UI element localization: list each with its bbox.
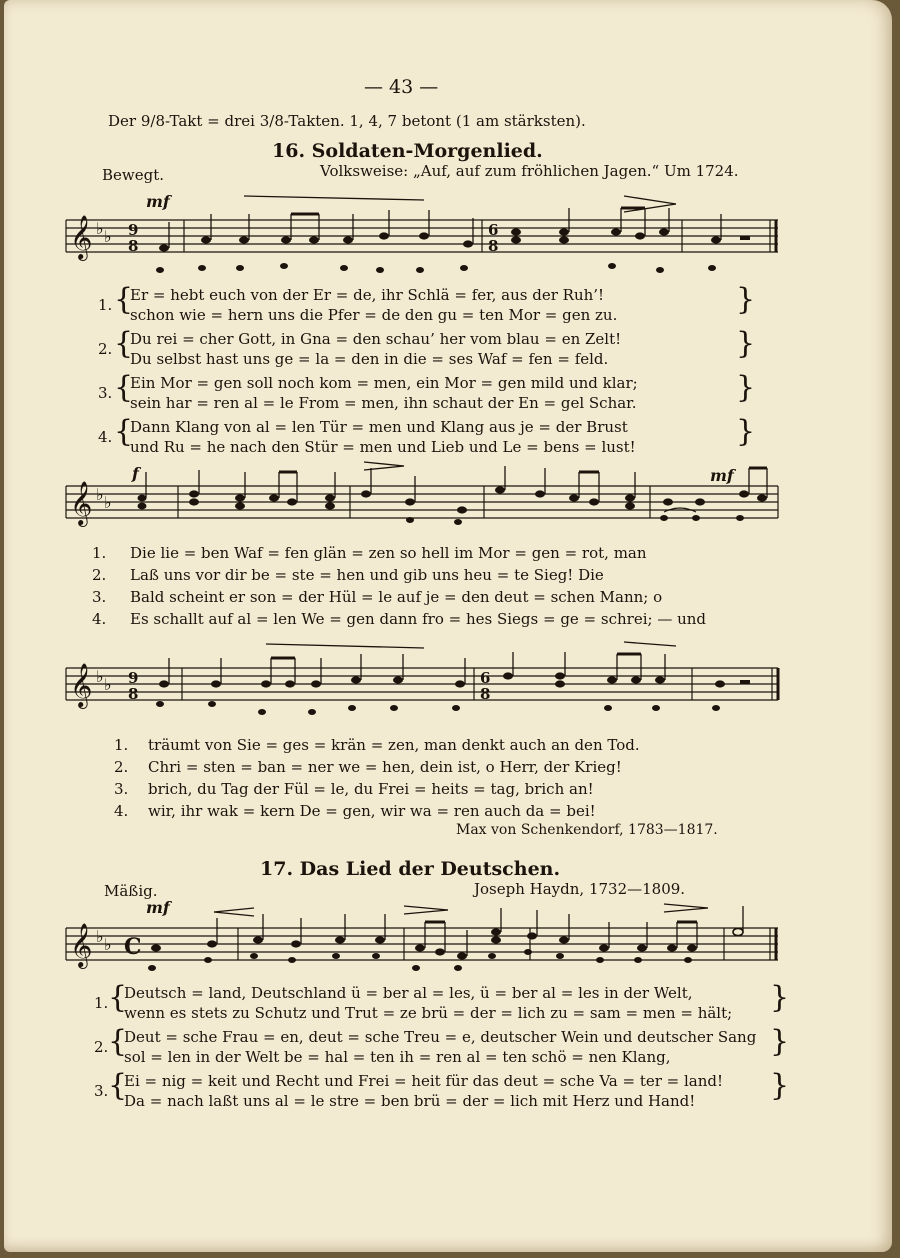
lyric-line: schon wie = hern uns die Pfer = de den gu = ten Mor = gen zu. (130, 306, 618, 324)
song-16-source: Volksweise: „Auf, auf zum fröhlichen Jagen.“ Um 1724. (320, 162, 739, 180)
time-signature: 6 (480, 669, 491, 687)
svg-text:♭: ♭ (104, 675, 112, 694)
lyric-line: Es schallt auf al = len We = gen dann fro = hes Siegs = ge = schrei; — und (130, 610, 707, 628)
lyric-line: Bald scheint er son = der Hül = le auf je = den deut = schen Mann; o (130, 588, 663, 606)
time-signature: 9 (128, 221, 139, 239)
verse-number: 1. (92, 544, 107, 562)
verse-number: 3. (92, 588, 107, 606)
lyric-line: Dann Klang von al = len Tür = men und Klang aus je = der Brust (130, 418, 628, 436)
lyricist-credit: Max von Schenkendorf, 1783—1817. (456, 822, 718, 838)
dynamic-mark: mf (146, 192, 170, 211)
music-staff-4 (64, 918, 784, 990)
verse-number: 2. (98, 340, 113, 358)
lyric-line: Da = nach laßt uns al = le stre = ben brü = der = lich mit Herz und Hand! (124, 1092, 696, 1110)
lyric-line: sein har = ren al = le From = men, ihn schaut der En = gel Schar. (130, 394, 637, 412)
treble-clef-icon: 𝄞 (70, 923, 93, 967)
svg-text:8: 8 (128, 237, 139, 255)
lyric-line: wir, ihr wak = kern De = gen, wir wa = ren auch da = bei! (148, 802, 596, 820)
verse-number: 3. (94, 1082, 109, 1100)
lyric-line: brich, du Tag der Fül = le, du Frei = heits = tag, brich an! (148, 780, 594, 798)
svg-text:8: 8 (488, 237, 499, 255)
verse-number: 1. (114, 736, 129, 754)
verse-number: 4. (98, 428, 113, 446)
flat-icon: ♭ (96, 927, 104, 946)
lyric-line: Du selbst hast uns ge = la = den in die = ses Waf = fen = feld. (130, 350, 609, 368)
lyric-line: Er = hebt euch von der Er = de, ihr Schlä = fer, aus der Ruh’! (130, 286, 605, 304)
dynamic-mark: mf (146, 898, 170, 917)
lyric-line: Laß uns vor dir be = ste = hen und gib uns heu = te Sieg! Die (130, 566, 604, 584)
verse-number: 4. (92, 610, 107, 628)
lyric-line: Deut = sche Frau = en, deut = sche Treu = e, deutscher Wein und deutscher Sang (124, 1028, 757, 1046)
treble-clef-icon: 𝄞 (70, 663, 93, 707)
common-time-icon: C (124, 934, 142, 960)
flat-icon: ♭ (96, 219, 104, 238)
verse-number: 2. (94, 1038, 109, 1056)
song-16-tempo: Bewegt. (102, 166, 165, 184)
svg-text:8: 8 (480, 685, 491, 703)
meter-note: Der 9/8-Takt = drei 3/8-Takten. 1, 4, 7 betont (1 am stärksten). (108, 112, 586, 130)
lyric-line: wenn es stets zu Schutz und Trut = ze brü = der = lich zu = sam = men = hält; (124, 1004, 733, 1022)
dynamic-mark: mf (710, 466, 734, 485)
treble-clef-icon: 𝄞 (70, 481, 93, 525)
song-17-composer: Joseph Haydn, 1732—1809. (474, 880, 686, 898)
verse-number: 1. (98, 296, 113, 314)
lyric-line: Du rei = cher Gott, in Gna = den schau’ her vom blau = en Zelt! (130, 330, 622, 348)
svg-text:8: 8 (128, 685, 139, 703)
song-17-tempo: Mäßig. (104, 882, 158, 900)
lyric-line: sol = len in der Welt be = hal = ten ih = ren al = ten schö = nen Klang, (124, 1048, 671, 1066)
verse-number: 2. (114, 758, 129, 776)
svg-text:♭: ♭ (104, 493, 112, 512)
flat-icon: ♭ (96, 485, 104, 504)
lyric-line: Chri = sten = ban = ner we = hen, dein ist, o Herr, der Krieg! (148, 758, 622, 776)
lyric-line: Die lie = ben Waf = fen glän = zen so hell im Mor = gen = rot, man (130, 544, 647, 562)
time-signature: 6 (488, 221, 499, 239)
lyric-line: Ei = nig = keit und Recht und Frei = heit für das deut = sche Va = ter = land! (124, 1072, 724, 1090)
page-number: — 43 — (364, 76, 439, 98)
svg-text:♭: ♭ (104, 227, 112, 246)
lyric-line: Ein Mor = gen soll noch kom = men, ein Mor = gen mild und klar; (130, 374, 638, 392)
music-staff-2 (64, 476, 784, 548)
verse-number: 2. (92, 566, 107, 584)
dynamic-mark: f (132, 464, 139, 483)
treble-clef-icon: 𝄞 (70, 215, 93, 259)
music-staff-3 (64, 658, 784, 730)
verse-number: 1. (94, 994, 109, 1012)
brace: { (114, 282, 134, 317)
svg-text:♭: ♭ (104, 935, 112, 954)
time-signature: 9 (128, 669, 139, 687)
verse-number: 3. (98, 384, 113, 402)
lyric-line: träumt von Sie = ges = krän = zen, man denkt auch an den Tod. (148, 736, 640, 754)
lyric-line: Deutsch = land, Deutschland ü = ber al = les, ü = ber al = les in der Welt, (124, 984, 693, 1002)
song-16-title: 16. Soldaten-Morgenlied. (272, 140, 543, 162)
flat-icon: ♭ (96, 667, 104, 686)
lyric-line: und Ru = he nach den Stür = men und Lieb und Le = bens = lust! (130, 438, 636, 456)
verse-number: 3. (114, 780, 129, 798)
music-staff-1 (64, 210, 784, 282)
songbook-page: — 43 — Der 9/8-Takt = drei 3/8-Takten. 1, 4, 7 betont (1 am stärksten). 16. Soldaten-Morgenlied. Bewegt. Volksweise: „Auf, auf zum fröhlichen Jagen.“ Um 1724. mf 𝄞 ♭ ♭ 9 8 6 8 1. { Er = hebt euch von der Er = de, ihr Schlä = fer, aus der Ruh’! schon wie = hern uns die Pfer = de den gu = ten Mor = gen zu. } 2. { Du rei = cher Gott, in Gna = den schau’ her vom blau = en Zelt! Du selbst hast uns ge = la = den in die = ses Waf = fen = feld. } 3. { Ein Mor = gen soll noch kom = men, ein Mor = gen mild und klar; sein har = ren al = le From = men, ihn schaut der En = gel Schar. } 4. { Dann Klang von al = len Tür = men und Klang aus je = der Brust und Ru = he nach den Stür = men und Lieb und Le = bens = lust! } f mf 𝄞 ♭ ♭ 1. Die lie = ben Waf = fen glän = zen so hell im Mor = gen = rot, man 2. Laß uns vor dir be = ste = hen und gib uns heu = te Sieg! Die 3. Bald scheint er son = der Hül = le auf je = den deut = schen Mann; o 4. Es schallt auf al = len We = gen dann fro = hes Siegs = ge = schrei; — und 𝄞 ♭ ♭ 9 8 6 8 1. träumt von Sie = ges = krän = zen, man denkt auch an den Tod. 2. Chri = sten = ban = ner we = hen, dein ist, o Herr, der Krieg! 3. brich, du Tag der Fül = le, du Frei = heits = tag, brich an! 4. wir, ihr wak = kern De = gen, wir wa = ren auch da = bei! Max von Schenkendorf, 1783—1817. 17. Das Lied der Deutschen. Mäßig. Joseph Haydn, 1732—1809. mf 𝄞 ♭ ♭ C 1. { Deutsch = land, Deutschland ü = ber al = les, ü = ber al = les in der Welt, wenn es stets zu Schutz und Trut = ze brü = der = lich zu = sam = men = hält; } 2. { Deut = sche Frau = en, deut = sche Treu = e, deutscher Wein und deutscher Sang sol = len in der Welt be = hal = ten ih = ren al = ten schö = nen Klang, } 3. { Ei = nig = keit und Recht und Frei = heit für das deut = sche Va = ter = land! Da = nach laßt uns al = le stre = ben brü = der = lich mit Herz und Hand! } (4, 0, 892, 1252)
song-17-title: 17. Das Lied der Deutschen. (260, 858, 561, 880)
verse-number: 4. (114, 802, 129, 820)
